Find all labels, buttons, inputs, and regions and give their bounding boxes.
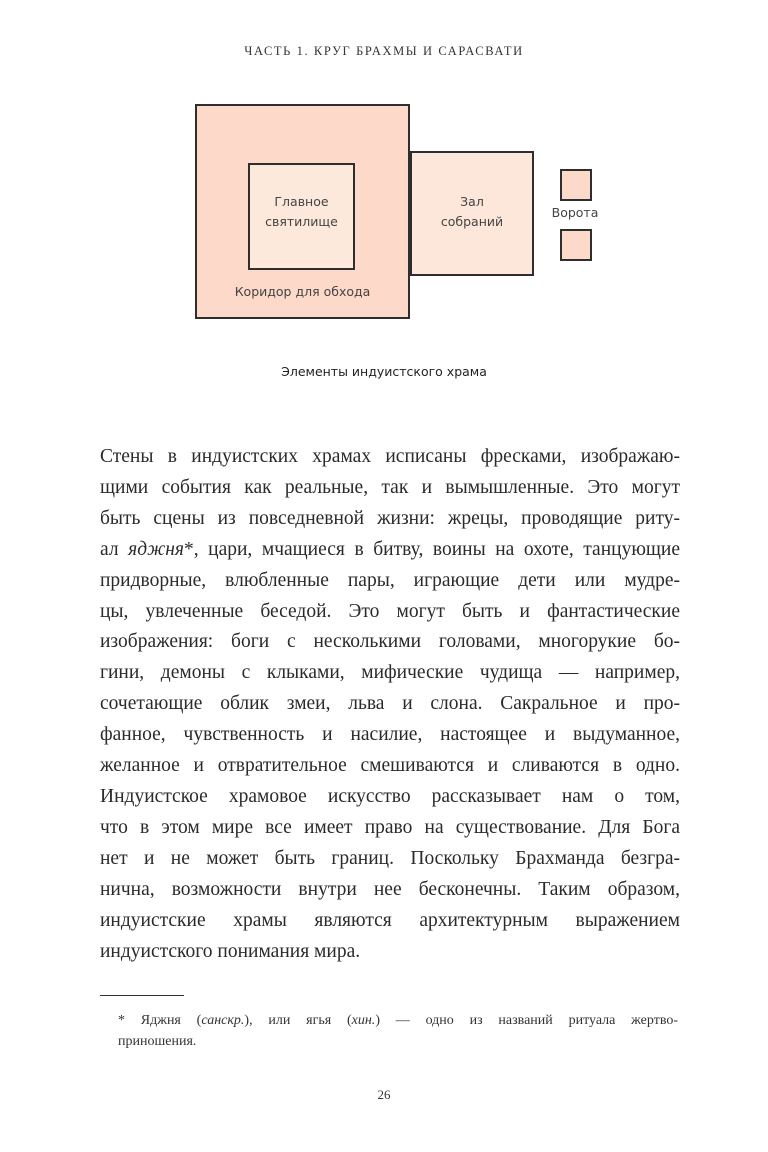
body-line-rest: *, цари, мчащиеся в битву, воины на охоте, танцующие — [183, 538, 681, 560]
sanctum-label — [248, 192, 355, 232]
footnote-divider — [100, 995, 184, 996]
body-line: цы, увлеченные беседой. Это могут быть и фантастические — [100, 600, 680, 622]
body-line: нет и не может быть границ. Поскольку Брахманда безгра- — [100, 847, 680, 869]
footnote-text: ) — одно из названий ритуала жертво- — [375, 1013, 678, 1028]
page-number: 26 — [377, 1087, 391, 1102]
footnote-marker: * — [118, 1013, 125, 1028]
body-line-prefix: ал — [100, 538, 129, 560]
footnote-abbr-sanskrit: санскр. — [201, 1013, 245, 1028]
footnote-text: Яджня ( — [125, 1013, 202, 1028]
footnote-text: ), или ягья ( — [244, 1013, 352, 1028]
body-line: щими события как реальные, так и вымышленные. Это могут — [100, 476, 680, 498]
body-line: нична, возможности внутри нее бесконечны. Таким образом, — [100, 878, 680, 900]
hall-label — [410, 192, 534, 232]
body-line: быть сцены из повседневной жизни: жрецы, проводящие риту- — [100, 507, 680, 529]
body-line: желанное и отвратительное смешиваются и сливаются в одно. — [100, 755, 680, 777]
figure-caption: Элементы индуистского храма — [281, 364, 487, 379]
sanctum-label-line2: святилище — [265, 214, 338, 229]
body-line: индуистского понимания мира. — [100, 940, 361, 962]
body-line: Стены в индуистских храмах исписаны фресками, изображаю- — [100, 446, 680, 467]
running-head: ЧАСТЬ 1. КРУГ БРАХМЫ И САРАСВАТИ — [244, 44, 524, 58]
yajna-term: яджня — [128, 538, 184, 560]
body-line: гини, демоны с клыками, мифические чудища — например, — [100, 662, 680, 684]
body-line: фанное, чувственность и насилие, настоящее и выдуманное, — [100, 724, 680, 746]
body-line: изображения: боги с несколькими головами, многорукие бо- — [100, 631, 680, 653]
footnote-abbr-hindi: хин. — [351, 1013, 376, 1028]
gate-label: Ворота — [551, 205, 599, 220]
footnote-line: приношения. — [118, 1034, 197, 1049]
body-line: индуистские храмы являются архитектурным выражением — [100, 909, 680, 931]
hall-label-line1: Зал — [460, 194, 484, 209]
body-line: придворные, влюбленные пары, играющие дети или мудре- — [100, 569, 680, 591]
body-line: сочетающие облик змеи, льва и слона. Сакральное и про- — [100, 693, 680, 715]
body-line: что в этом мире все имеет право на существование. Для Бога — [100, 816, 680, 838]
corridor-label: Коридор для обхода — [234, 284, 371, 299]
footnote — [118, 1010, 678, 1052]
gate-box-top — [560, 169, 592, 201]
hall-label-line2: собраний — [440, 214, 504, 229]
body-line: Индуистское храмовое искусство рассказывает нам о том, — [100, 785, 680, 807]
footnote-line — [118, 1010, 678, 1031]
body-line — [100, 535, 680, 566]
body-paragraph — [100, 442, 680, 967]
sanctum-label-line1: Главное — [274, 194, 329, 209]
gate-box-bottom — [560, 229, 592, 261]
